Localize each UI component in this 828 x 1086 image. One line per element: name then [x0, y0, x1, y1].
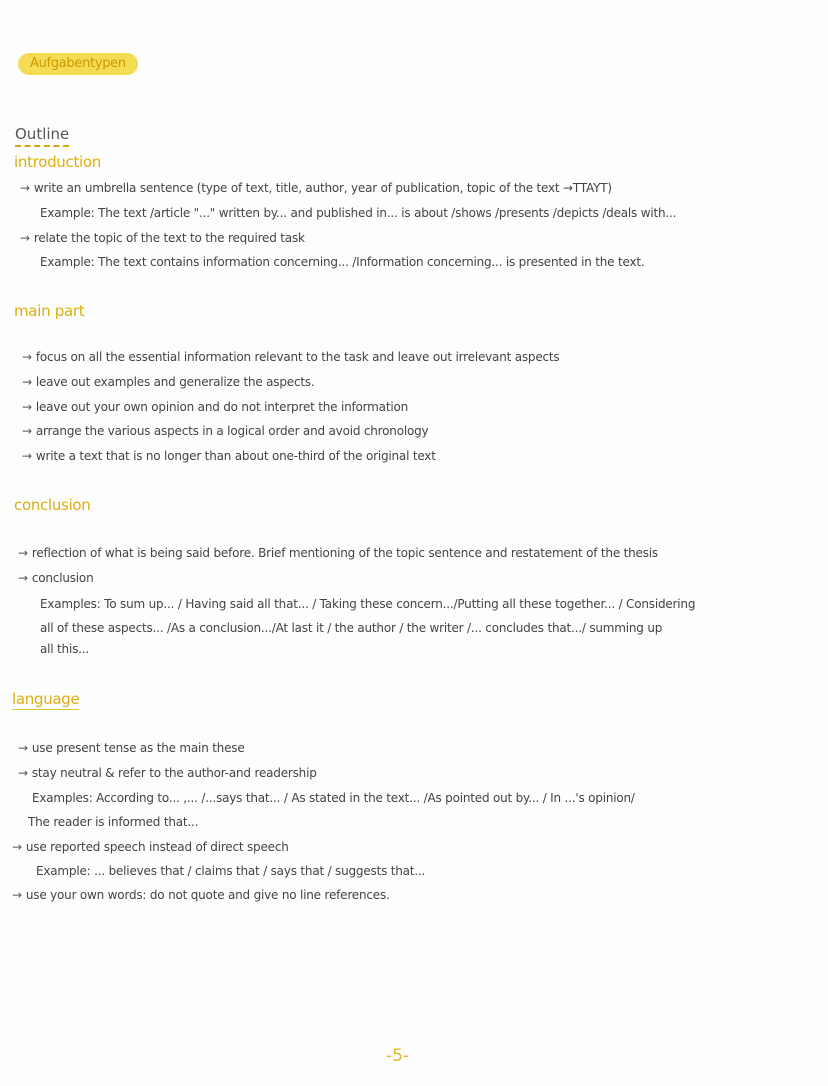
language-heading: language: [12, 690, 80, 708]
conclusion-heading: conclusion: [14, 496, 91, 514]
arrow-icon: →: [18, 741, 28, 755]
arrow-icon: →: [18, 571, 28, 585]
page-number: -5-: [386, 1046, 410, 1066]
arrow-icon: →: [12, 840, 22, 854]
language-line-7: → use your own words: do not quote and give no line references.: [12, 888, 390, 902]
language-line-5: → use reported speech instead of direct speech: [12, 840, 289, 854]
introduction-heading: introduction: [14, 153, 101, 171]
main-part-heading: main part: [14, 302, 85, 320]
language-line-3: Examples: According to... ,... /...says that... / As stated in the text... /As pointed out by... / In ...'s opinion/: [32, 791, 635, 805]
intro-line-4: Example: The text contains information concerning... /Information concerning... is presented in the text.: [40, 255, 645, 269]
intro-line-3: → relate the topic of the text to the required task: [20, 231, 305, 245]
main-line-5: → write a text that is no longer than about one-third of the original text: [22, 449, 436, 463]
arrow-icon: →: [22, 350, 32, 364]
outline-underline: [15, 145, 69, 147]
arrow-icon: →: [20, 231, 30, 245]
intro-line-2: Example: The text /article "..." written by... and published in... is about /shows /presents /depicts /deals with...: [40, 206, 677, 220]
conclusion-line-2: → conclusion: [18, 571, 94, 585]
arrow-icon: →: [22, 375, 32, 389]
arrow-icon: →: [22, 424, 32, 438]
language-line-4: The reader is informed that...: [28, 815, 199, 829]
language-line-6: Example: ... believes that / claims that / says that / suggests that...: [36, 864, 426, 878]
arrow-icon: →: [18, 766, 28, 780]
arrow-icon: →: [22, 400, 32, 414]
main-line-4: → arrange the various aspects in a logical order and avoid chronology: [22, 424, 429, 438]
conclusion-line-3: Examples: To sum up... / Having said all that... / Taking these concern.../Putting all these together... / Considering: [40, 597, 696, 611]
main-line-2: → leave out examples and generalize the aspects.: [22, 375, 315, 389]
arrow-icon: →: [18, 546, 28, 560]
conclusion-line-1: → reflection of what is being said before. Brief mentioning of the topic sentence and restatement of the thesis: [18, 546, 658, 560]
main-line-1: → focus on all the essential information relevant to the task and leave out irrelevant aspects: [22, 350, 560, 364]
intro-line-1: → write an umbrella sentence (type of text, title, author, year of publication, topic of the text →TTAYT): [20, 181, 612, 195]
arrow-icon: →: [12, 888, 22, 902]
conclusion-line-5: all this...: [40, 642, 89, 656]
arrow-icon: →: [22, 449, 32, 463]
language-line-2: → stay neutral & refer to the author-and readership: [18, 766, 317, 780]
outline-label: Outline: [15, 125, 70, 143]
language-line-1: → use present tense as the main these: [18, 741, 245, 755]
title-highlight: [18, 52, 138, 75]
main-line-3: → leave out your own opinion and do not interpret the information: [22, 400, 409, 414]
page-title: Aufgabentypen: [18, 53, 138, 75]
arrow-icon: →: [20, 181, 30, 195]
conclusion-line-4: all of these aspects... /As a conclusion.../At last it / the author / the writer /... concludes that.../ summing up: [40, 621, 663, 635]
